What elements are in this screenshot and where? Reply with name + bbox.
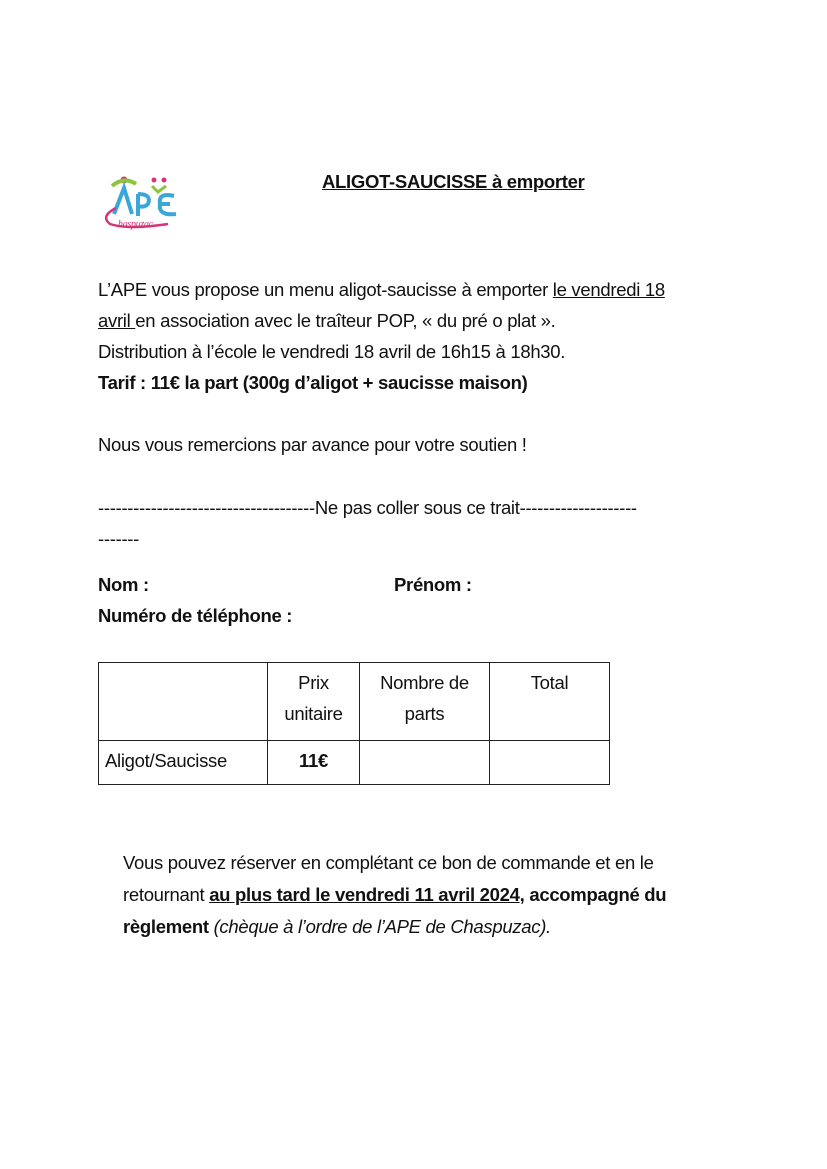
reglement: règlement: [123, 916, 214, 937]
footer-text: retournant: [123, 884, 210, 905]
quantity-cell[interactable]: [360, 741, 490, 785]
table-header-row: [99, 663, 610, 741]
ape-chaspuzac-logo: [98, 172, 180, 232]
header-cell-nombre: Nombre de parts: [360, 663, 490, 741]
total-cell[interactable]: [490, 741, 610, 785]
intro-line-2: [98, 310, 556, 332]
cheque-note: (chèque à l’ordre de l’APE de Chaspuzac).: [213, 916, 551, 937]
nom-label: Nom :: [98, 574, 149, 595]
footer-line-3: [123, 916, 551, 938]
intro-text: en association avec le traîteur POP, « du pré o plat ».: [135, 310, 556, 331]
item-cell: Aligot/Saucisse: [99, 741, 268, 785]
order-table: [98, 662, 610, 785]
telephone-label: Numéro de téléphone :: [98, 605, 293, 626]
header-cell-empty: [99, 663, 268, 741]
table-row: [99, 741, 610, 785]
distribution-line: Distribution à l’école le vendredi 18 avril de 16h15 à 18h30.: [98, 341, 566, 362]
tarif-line: Tarif : 11€ la part (300g d’aligot + saucisse maison): [98, 372, 528, 393]
cut-line-cont: -------: [98, 528, 140, 549]
document-title: ALIGOT-SAUCISSE à emporter: [322, 171, 585, 192]
price-cell: 11€: [268, 741, 360, 785]
deadline: au plus tard le vendredi 11 avril 2024: [209, 884, 520, 905]
footer-line-1: Vous pouvez réserver en complétant ce bon de commande et en le: [123, 852, 654, 873]
intro-date: le vendredi 18: [552, 279, 665, 300]
cut-line: -------------------------------------Ne pas coller sous ce trait--------------------: [98, 497, 637, 518]
intro-date-cont: avril: [98, 310, 136, 331]
header-cell-total: Total: [490, 663, 610, 741]
footer-text-bold: , accompagné du: [519, 884, 667, 905]
header-cell-prix: Prix unitaire: [268, 663, 360, 741]
svg-text:haspuzac: haspuzac: [118, 219, 153, 230]
prenom-label: Prénom :: [394, 574, 472, 595]
intro-text: L’APE vous propose un menu aligot-saucisse à emporter: [98, 279, 553, 300]
thanks-line: Nous vous remercions par avance pour votre soutien !: [98, 434, 527, 455]
intro-line-1: [98, 279, 665, 301]
footer-line-2: [123, 884, 666, 906]
